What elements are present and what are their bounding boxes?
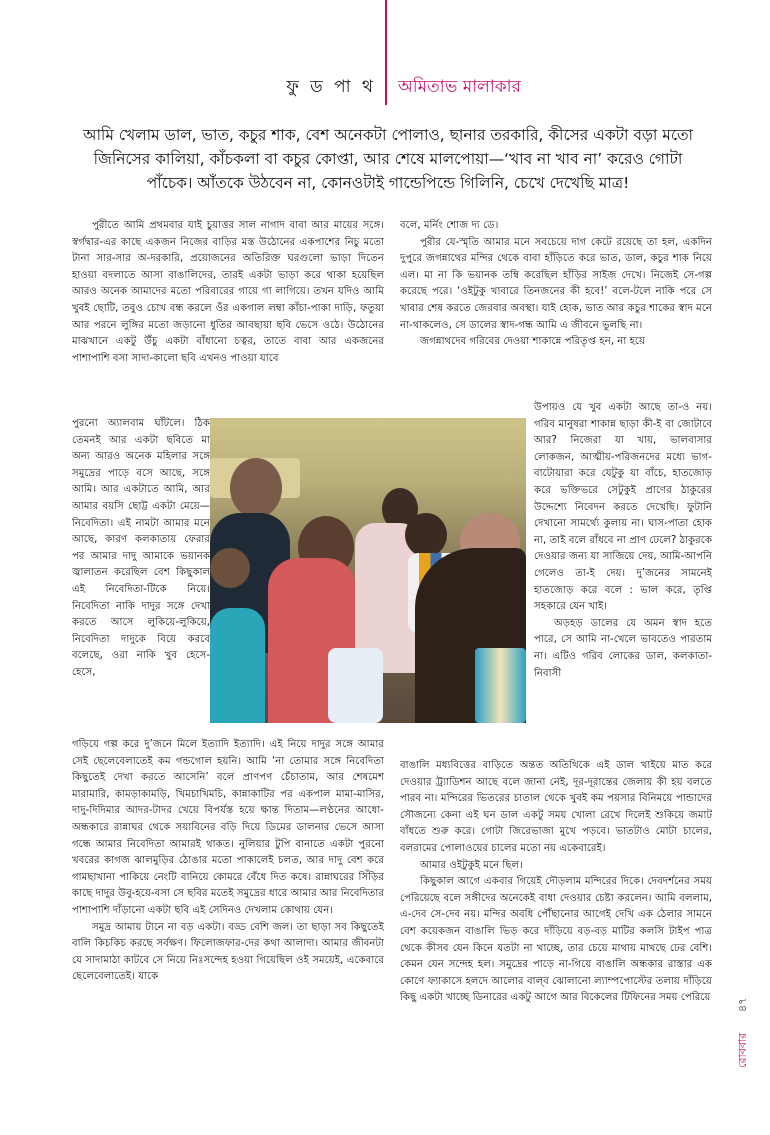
photo-woman-head <box>210 548 250 588</box>
column-1-bottom <box>72 737 384 986</box>
paragraph: কিছুকাল আগে একবার গিয়েই দৌড়লাম মন্দিরের দিকে। দেবদর্শনের সময় পেরিয়েছে বলে সঙ্গীদের অনেকেই বাধা দেওয়ার চেষ্টা করলেন। আমি বললাম, এ-দেব সে-দেব নয়। মন্দির অবধি পৌঁছানোর আগেই দেখি এক ঠেলার সামনে বেশ কয়েকজন বাঙালি ভিড় করে দাঁড়িয়ে বড়-বড় মাটির কলসি টাইপ পাত্র থেকে কীসব যেন কিনে যতটা না খাচ্ছে, তার চেয়ে মাথায় মাখছে ঢের বেশি। কেমন যেন সন্দেহ হল। সমুদ্রের পাড়ে না-গিয়ে বাঙালি অন্ধকার রাস্তার এক কোণে ফ্যাকাসে হলদে আলোর বাল্‌ব ঝোলানো ল্যাম্পপোস্টের তলায় দাঁড়িয়ে কিছু একটা খাচ্ছে ডিনারের একটু আগে আর বিকেলের টিফিনের সময় পেরিয়ে <box>400 876 712 1004</box>
header-divider <box>385 0 387 105</box>
paragraph: অড়হড় ডালের যে অমন স্বাদ হতে পারে, সে আমি না-খেলে ভাবতেও পারতাম না। এটিও গরিব লোকের ডাল, কলকাতা-নিবাসী <box>534 617 712 679</box>
paragraph: বলে, মর্নিং শোজ দ্য ডে। <box>400 220 499 231</box>
photo-teal-dress <box>210 608 265 723</box>
page-number: ৪৭ <box>736 997 749 1012</box>
photo-blue-top <box>475 648 526 723</box>
column-2-wrap <box>534 400 712 682</box>
paragraph: পুরনো অ্যালবাম ঘাঁটলে। ঠিক তেমনই আর একটা ছবিতে মা অন্য আরও অনেক মহিলার সঙ্গে সমুদ্রের পাড়ে বসে আছে, সঙ্গে আমি। আর একটাতে আমি, আর আমার বয়সি ছোট্ট একটা মেয়ে—নিবেদিতা। এই নামটা আমার মনে আছে, কারণ কলকাতায় ফেরার পর আমার দাদু আমাকে ভয়ানক জ্বালাতন করেছিল বেশ কিছুকাল এই নিবেদিতা-টিকে নিয়ে। নিবেদিতা নাকি দাদুর সঙ্গে দেখা করতে আসে লুকিয়ে-লুকিয়ে, নিবেদিতা দাদুকে বিয়ে করবে বলেছে, ওরা নাকি খুব হেসে-হেসে, <box>72 418 210 678</box>
paragraph: গড়িয়ে গল্প করে দু’জনে মিলে ইত্যাদি ইত্যাদি। এই নিয়ে দাদুর সঙ্গে আমার সেই ছেলেবেলাতেই কম গন্ডগোল হয়নি। আমি ‘না তোমার সঙ্গে নিবেদিতা কিছুতেই দেখা করতে আসেনি’ বলে প্রাণপণ চেঁচাতাম, আর শেষমেশ মারামারি, কামড়াকামড়ি, খিমচাখিমচি, কান্নাকাটির পর একপাল মামা-মাসির, দাদু-দিদিমার আদর-টাদর খেয়ে বিপর্যস্ত হয়ে ক্ষান্ত দিতাম—লণ্ঠনের আধো-অন্ধকারে রান্নাঘর থেকে সয়াবিনের বড়ি দিয়ে ডিমের ডালনার ভেসে আসা গন্ধে আমার নিবেদিতা আমারই থাকত। নুলিয়ার টুপি বানাতে একটা পুরনো খবরের কাগজ ঝালমুড়ির ঠোঙার মতো পাকালেই চলত, আর দাদু বেশ করে গামছাখানা পাকিয়ে নেংটি বানিয়ে কোমরে বেঁধে দিত কষে। রান্নাঘরের সিঁড়ির কাছে দাদুর উবু-হয়ে-বসা সে ছবির মতেই সমুদ্রের ধারে আমার আর নিবেদিতার পাশাপাশি দাঁড়ানো একটা ছবি এই সেদিনও দেখলাম কোথায় যেন। <box>72 739 384 916</box>
photo-plastic-bag <box>328 648 383 723</box>
magazine-name: রোববার <box>736 1032 749 1068</box>
paragraph: উপায়ও যে খুব একটা আছে তা-ও নয়। গরিব মানুষরা শাকান্ন ছাড়া কী-ই বা জোটাবে আর? নিজেরা যা খায়, ভালবাসার লোকজন, আত্মীয়-পরিজনদের মধ্যে ভাগ-বাটোয়ারা করে যেটুকু যা বাঁচে, হাতজোড় করে ভক্তিভরে সেটুকুই প্রাণের ঠাকুরের উদ্দেশ্যে নিবেদন করতে দেখেছি। ফুটানি দেখানো সামর্থ্যে কুলায় না। ঘাস-পাতা হোক না, তাই বলে রাঁধবে না প্রাণ ঢেলে? ঠাকুরকে দেওয়ার জন্য যা সাজিয়ে দেয়, আমি-আপনি গেলেও তা-ই দেয়। দু’জনের সামনেই হাতজোড় করে বলে : ভাল করে, তৃপ্তি সহকারে যেন খাই। <box>534 402 712 613</box>
article-photo <box>210 418 526 723</box>
paragraph: জগন্নাথদেব গরিবের দেওয়া শাকান্নে পরিতৃপ্ত হন, না হয়ে <box>420 336 646 348</box>
paragraph: পুরীতে আমি প্রথমবার যাই চুয়াত্তর সাল নাগাদ বাবা আর মায়ের সঙ্গে। স্বর্গদ্বার-এর কাছে একজন নিজের বাড়ির মস্ত উঠোনের একপাশের নিচু মতো টানা সার-সার অ-দরকারি, প্রয়োজনের অতিরিক্ত ঘরগুলো ভাড়া দিতেন হাওয়া বদলাতে আসা বাঙালিদের, তারই একটা ভাড়া করে থাকা হয়েছিল আরও অনেক আমাদের মতো পরিবারের গায়ে গা লাগিয়ে। তখন যদিও আমি খুবই ছোটি, তবুও চোখ বন্ধ করলে ওঁর একগাল লম্বা কাঁচা-পাকা দাড়ি, ফতুয়া আর পরনে লুঙ্গির মতো জড়ানো ধুতির আবছায়া ছবি ভেসে ওঠে। উঠোনের মাঝখানে একটু উঁচু একটা বাঁধানো চত্বর, তাতে বাবা আর একজনের পাশাপাশি বসা সাদা-কালো ছবি এখনও পাওয়া যাবে <box>72 220 384 364</box>
column-2-bottom <box>400 758 712 1007</box>
paragraph: পুরীর যে-স্মৃতি আমার মনে সবচেয়ে দাগ কেটে রয়েছে তা হল, একদিন দুপুরে জগন্নাথের মন্দির থেকে বাবা হাঁড়িতে করে ভাত, ডাল, কচুর শাক নিয়ে এল। মা না কি ভয়ানক তম্বি করেছিল হাঁড়ির সাইজ দেখে। নিজেই সে-গল্প করেছে পরে। ‘ওইটুকু খাবারে তিনজনের কী হবে!’ বলে-টলে নাকি পরে সে খাবার শেষ করতে জেরবার অবস্থা। যাই হোক, ভাত আর কচুর শাকের স্বাদ মনে না-থাকলেও, সে ডালের স্বাদ-গন্ধ আমি এ জীবনে ভুলছি না। <box>400 236 712 331</box>
column-2-top <box>400 218 712 351</box>
section-title: ফু ড পা থ <box>286 77 376 97</box>
photo-head-man <box>230 458 282 518</box>
page-folio <box>728 990 758 1070</box>
paragraph: সমুদ্র আমায় টানে না বড় একটা। বড্ড বেশি জল। তা ছাড়া সব কিছুতেই বালি কিচকিচ করছে সর্বক্ষণ। ফিলোজফার-দের কথা আলাদা। আমার জীবনটা যে সাদামাঠা কাটবে সে নিয়ে নিঃসন্দেহ হওয়া গিয়েছিল ওই সময়েই, একেবারে ছেলেবেলাতেই। যাকে <box>72 921 384 983</box>
column-1-wrap <box>72 416 210 682</box>
author-name: অমিতাভ মালাকার <box>398 77 521 97</box>
column-1-top <box>72 218 384 367</box>
paragraph: বাঙালি মধ্যবিত্তের বাড়িতে অন্তত অতিথিকে এই ডাল খাইয়ে মাত করে দেওয়ার ট্র্যাডিশন আছে বলে জানা নেই, দূর-দূরান্তের জেলায় কী হয় বলতে পারব না। মন্দিরের ভিতরের চাতাল থেকে খুবই কম পয়সার বিনিময়ে পান্ডাদের সৌজন্যে কেনা এই ঘন ডাল একটু সময় খোলা রেখে দিলেই শুকিয়ে জমাট বাঁধতে শুরু করে। গোটা জিরেভাজা মুখে পড়বে। ভাতটাও মোটা চালের, বলরামের পোলাওয়ের চালের মতো নয় একেবারেই। <box>400 760 712 854</box>
paragraph: আমার ওইটুকুই মনে ছিল। <box>420 859 523 871</box>
lead-paragraph: আমি খেলাম ডাল, ভাত, কচুর শাক, বেশ অনেকটা পোলাও, ছানার তরকারি, কীসের একটা বড়া মতো জিনিসের কালিয়া, কাঁচকলা বা কচুর কোপ্তা, আর শেষে মালপোয়া—‘খাব না খাব না’ করেও গোটা পাঁচেক। আঁতকে উঠবেন না, কোনওটাই গান্ডেপিন্ডে গিলিনি, চেখে দেখেছি মাত্র! <box>82 126 694 192</box>
photo-child-head <box>405 513 447 557</box>
